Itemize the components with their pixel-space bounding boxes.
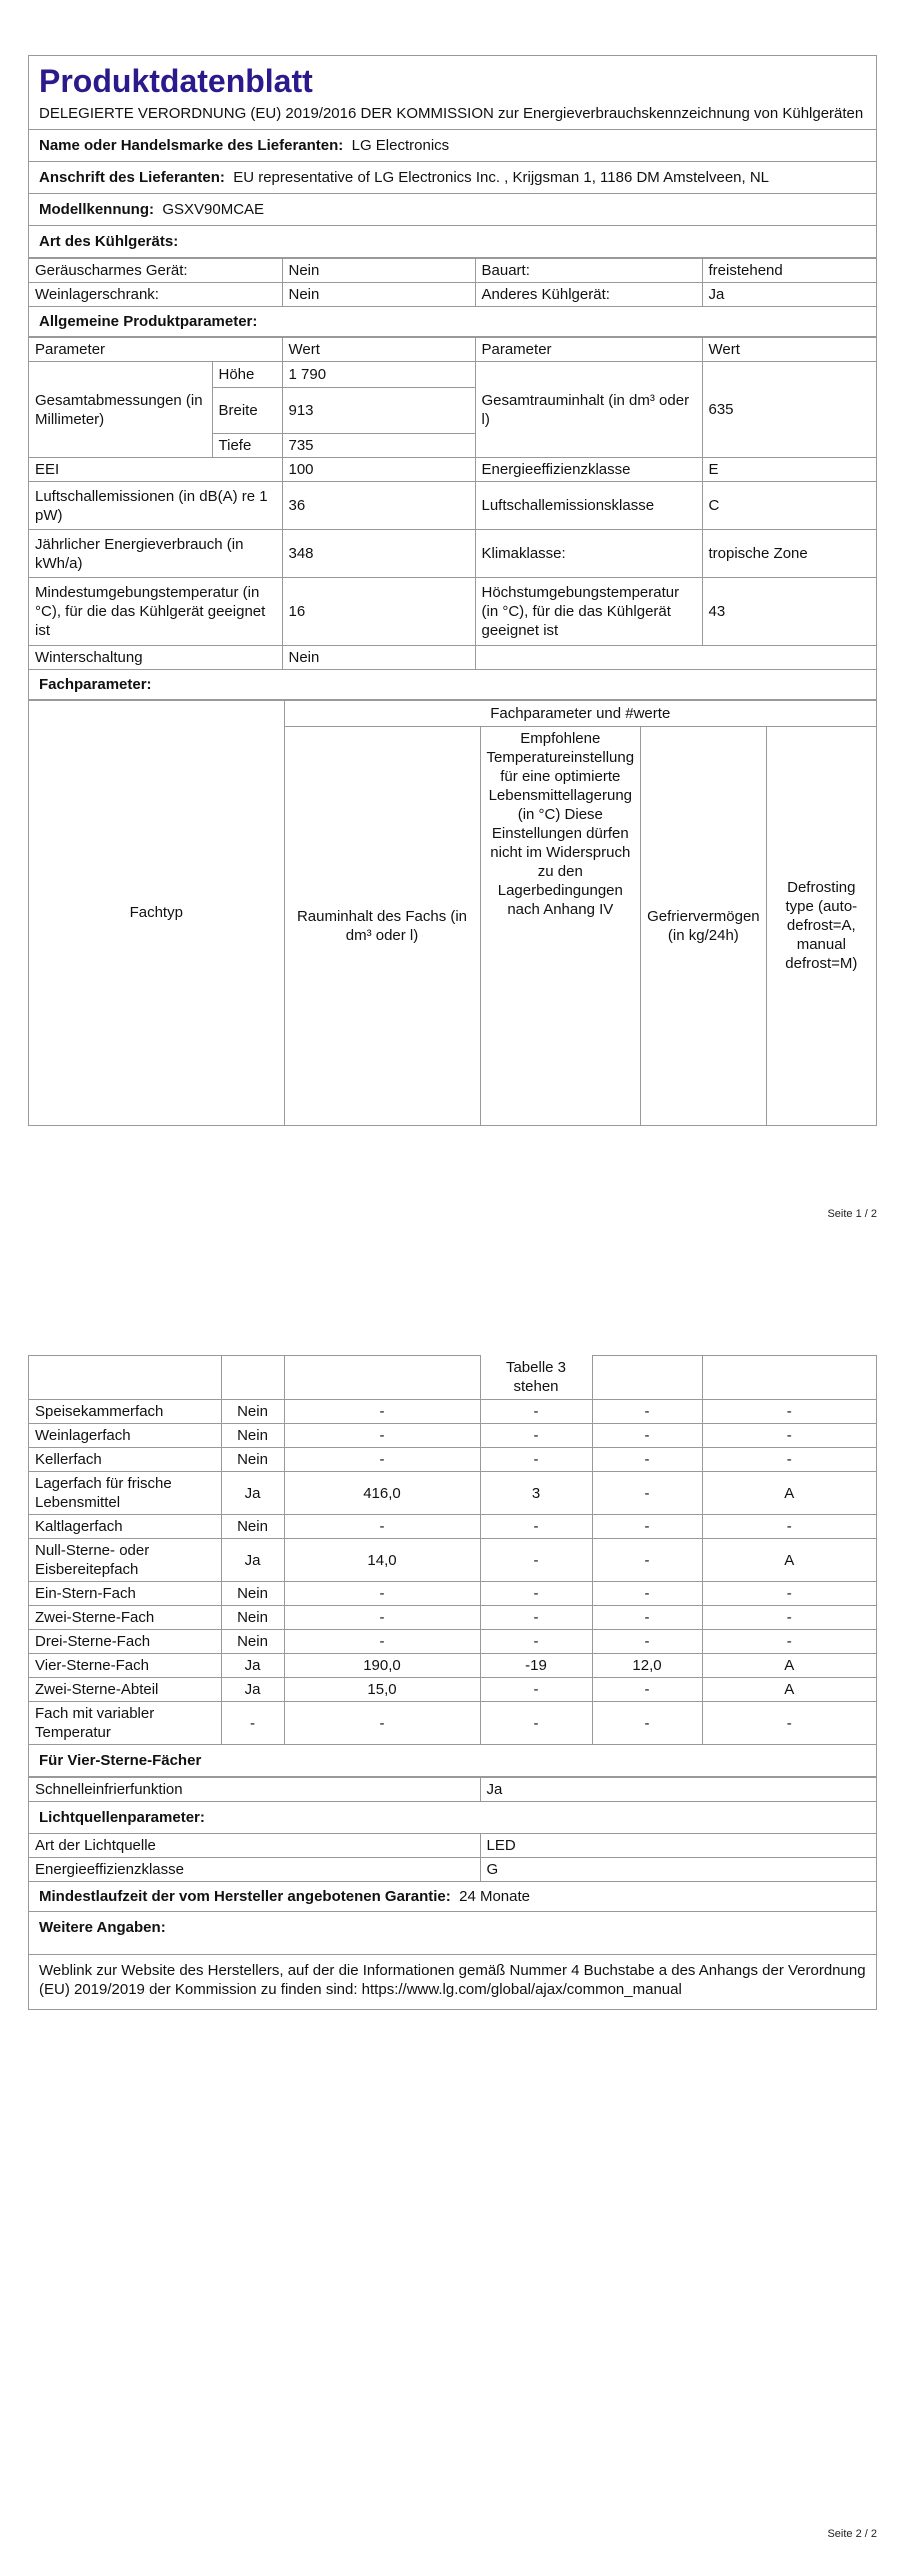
model-row — [29, 194, 876, 226]
compartment-freeze: - — [592, 1448, 702, 1472]
value-header-2: Wert — [702, 338, 876, 362]
width-value: 913 — [282, 388, 475, 434]
compartment-defrost: A — [702, 1472, 876, 1515]
compartment-volume: 15,0 — [284, 1678, 480, 1702]
volume-label: Gesamtrauminhalt (in dm³ oder l) — [475, 362, 702, 458]
compartment-temp: - — [480, 1702, 592, 1745]
other-label: Anderes Kühlgerät: — [475, 283, 702, 307]
compartment-name: Drei-Sterne-Fach — [29, 1630, 221, 1654]
compartment-name: Null-Sterne- oder Eisbereitерfach — [29, 1539, 221, 1582]
address-row — [29, 162, 876, 194]
compartment-volume: 416,0 — [284, 1472, 480, 1515]
compartment-header-table — [29, 700, 876, 1125]
depth-value: 735 — [282, 434, 475, 458]
compartment-volume: - — [284, 1630, 480, 1654]
quickfreeze-table — [29, 1777, 876, 2009]
table-row — [29, 1400, 876, 1424]
compartment-freeze: - — [592, 1400, 702, 1424]
compartment-name: Kaltlagerfach — [29, 1515, 221, 1539]
page-1 — [0, 0, 905, 1240]
compartment-temp: 3 — [480, 1472, 592, 1515]
table-row — [29, 578, 876, 646]
kind-row — [29, 226, 876, 258]
table-row — [29, 1678, 876, 1702]
compartment-freeze: 12,0 — [592, 1654, 702, 1678]
model-value: GSXV90MCAE — [162, 201, 265, 218]
compartment-name: Lagerfach für frische Lebensmittel — [29, 1472, 221, 1515]
table-row — [29, 1356, 876, 1400]
compartment-freeze: - — [592, 1472, 702, 1515]
maxtemp-value: 43 — [702, 578, 876, 646]
compartment-present: Ja — [221, 1472, 284, 1515]
compartment-temp: - — [480, 1630, 592, 1654]
param-header-2: Parameter — [475, 338, 702, 362]
type-value: freistehend — [702, 259, 876, 283]
compartment-name: Speisekammerfach — [29, 1400, 221, 1424]
table-row — [29, 482, 876, 530]
table-row — [29, 1802, 876, 1834]
compartment-name: Vier-Sterne-Fach — [29, 1654, 221, 1678]
table-row — [29, 1424, 876, 1448]
page-title: Produktdatenblatt — [39, 63, 313, 99]
warranty-value: 24 Monate — [459, 1888, 530, 1905]
table-row — [29, 1539, 876, 1582]
compartment-freeze: - — [592, 1702, 702, 1745]
compartment-volume: 14,0 — [284, 1539, 480, 1582]
mintemp-label: Mindestumgebungstemperatur (in °C), für die das Kühlgerät geeignet ist — [29, 578, 282, 646]
fachtyp-header: Fachtyp — [29, 701, 284, 1125]
compartment-table — [29, 1355, 876, 1777]
table-row — [29, 1630, 876, 1654]
table-row — [29, 1702, 876, 1745]
table-row — [29, 701, 876, 727]
table-row — [29, 1654, 876, 1678]
table-row — [29, 530, 876, 578]
address-label: Anschrift des Lieferanten: — [39, 169, 225, 186]
lighttype-value: LED — [480, 1834, 876, 1858]
page-number: Seite 1 / 2 — [827, 1208, 877, 1220]
table-row — [29, 259, 876, 283]
noiseclass-value: C — [702, 482, 876, 530]
table-row — [29, 1582, 876, 1606]
quiet-label: Geräuscharmes Gerät: — [29, 259, 282, 283]
compartment-present: Ja — [221, 1678, 284, 1702]
compartment-name: Weinlagerfach — [29, 1424, 221, 1448]
compartment-freeze: - — [592, 1678, 702, 1702]
compartment-defrost: - — [702, 1702, 876, 1745]
compartment-temp: - — [480, 1515, 592, 1539]
four-star-label: Für Vier-Sterne-Fächer — [29, 1745, 876, 1777]
table-row — [29, 338, 876, 362]
compartment-temp: - — [480, 1539, 592, 1582]
compartment-temp: - — [480, 1582, 592, 1606]
page-2 — [0, 1280, 905, 2560]
warranty-label: Mindestlaufzeit der vom Hersteller angebotenen Garantie: — [39, 1888, 451, 1905]
compartment-present: Nein — [221, 1515, 284, 1539]
compartment-defrost: - — [702, 1448, 876, 1472]
table-row — [29, 670, 876, 700]
maxtemp-label: Höchstumgebungstemperatur (in °C), für die das Kühlgerät geeignet ist — [475, 578, 702, 646]
height-label: Höhe — [212, 362, 282, 388]
table-row — [29, 1472, 876, 1515]
compartment-temp: - — [480, 1678, 592, 1702]
more-text: Weblink zur Website des Herstellers, auf der die Informationen gemäß Nummer 4 Buchstabe a des Anhangs der Verordnung (EU) 2019/2019 der Kommission zu finden sind: https://www.lg.com/global/ajax/common_manual — [29, 1955, 876, 2010]
noiseclass-label: Luftschallemissionsklasse — [475, 482, 702, 530]
table-row — [29, 1448, 876, 1472]
compartment-freeze: - — [592, 1606, 702, 1630]
compartment-defrost: A — [702, 1678, 876, 1702]
compartment-volume: - — [284, 1515, 480, 1539]
compartment-present: - — [221, 1702, 284, 1745]
mintemp-value: 16 — [282, 578, 475, 646]
height-value: 1 790 — [282, 362, 475, 388]
fach-values-header: Fachparameter und #werte — [284, 701, 876, 727]
model-label: Modellkennung: — [39, 201, 154, 218]
compartment-present: Nein — [221, 1630, 284, 1654]
compartment-defrost: - — [702, 1582, 876, 1606]
supplier-label: Name oder Handelsmarke des Lieferanten: — [39, 137, 344, 154]
compartment-name: Fach mit variabler Temperatur — [29, 1702, 221, 1745]
other-value: Ja — [702, 283, 876, 307]
depth-label: Tiefe — [212, 434, 282, 458]
compartment-volume: - — [284, 1582, 480, 1606]
col-temp-cont: Tabelle 3 stehen — [480, 1356, 592, 1400]
table-row — [29, 1606, 876, 1630]
compartment-present: Nein — [221, 1448, 284, 1472]
table-row — [29, 1882, 876, 1912]
climate-value: tropische Zone — [702, 530, 876, 578]
page-number-2: Seite 2 / 2 — [827, 2528, 877, 2540]
wine-value: Nein — [282, 283, 475, 307]
table-row — [29, 1745, 876, 1777]
table-row — [29, 307, 876, 337]
kind-label: Art des Kühlgeräts: — [39, 233, 179, 250]
compartment-defrost: - — [702, 1630, 876, 1654]
quickfreeze-label: Schnelleinfrierfunktion — [29, 1778, 480, 1802]
compartment-present: Nein — [221, 1606, 284, 1630]
quickfreeze-value: Ja — [480, 1778, 876, 1802]
table-row — [29, 1955, 876, 2010]
noise-label: Luftschallemissionen (in dB(A) re 1 pW) — [29, 482, 282, 530]
compartment-defrost: A — [702, 1539, 876, 1582]
eei-label: EEI — [29, 458, 282, 482]
supplier-row — [29, 130, 876, 162]
col-defrost-header: Defrosting type (auto-defrost=A, manual defrost=M) — [766, 727, 876, 1125]
compartment-temp: - — [480, 1606, 592, 1630]
volume-value: 635 — [702, 362, 876, 458]
compartment-temp: - — [480, 1424, 592, 1448]
compartment-name: Kellerfach — [29, 1448, 221, 1472]
climate-label: Klimaklasse: — [475, 530, 702, 578]
compartment-present: Nein — [221, 1582, 284, 1606]
param-header: Parameter — [29, 338, 282, 362]
table-row — [29, 1858, 876, 1882]
compartment-volume: - — [284, 1400, 480, 1424]
compartment-present: Ja — [221, 1539, 284, 1582]
compartment-defrost: - — [702, 1515, 876, 1539]
value-header: Wert — [282, 338, 475, 362]
winter-value: Nein — [282, 646, 475, 670]
general-table — [29, 337, 876, 700]
lightclass-label: Energieeffizienzklasse — [29, 1858, 480, 1882]
compartment-freeze: - — [592, 1515, 702, 1539]
compartment-volume: - — [284, 1702, 480, 1745]
more-label: Weitere Angaben: — [29, 1912, 876, 1955]
compartment-temp: - — [480, 1400, 592, 1424]
compart-label: Fachparameter: — [29, 670, 876, 700]
compartment-defrost: A — [702, 1654, 876, 1678]
compartment-freeze: - — [592, 1630, 702, 1654]
table-row — [29, 283, 876, 307]
dims-label: Gesamtabmessungen (in Millimeter) — [29, 362, 212, 458]
light-label: Lichtquellenparameter: — [29, 1802, 876, 1834]
kind-table — [29, 258, 876, 337]
winter-label: Winterschaltung — [29, 646, 282, 670]
compartment-present: Nein — [221, 1424, 284, 1448]
datasheet-frame — [28, 55, 877, 1126]
supplier-value: LG Electronics — [351, 137, 450, 154]
eclass-label: Energieeffizienzklasse — [475, 458, 702, 482]
wine-label: Weinlagerschrank: — [29, 283, 282, 307]
compartment-volume: 190,0 — [284, 1654, 480, 1678]
lighttype-label: Art der Lichtquelle — [29, 1834, 480, 1858]
type-label: Bauart: — [475, 259, 702, 283]
table-row — [29, 362, 876, 388]
table-row — [29, 458, 876, 482]
lightclass-value: G — [480, 1858, 876, 1882]
compartment-name: Zwei-Sterne-Abteil — [29, 1678, 221, 1702]
table-row — [29, 646, 876, 670]
regulation-intro: DELEGIERTE VERORDNUNG (EU) 2019/2016 DER KOMMISSION zur Energieverbrauchskennzeichnung von Kühlgeräten — [29, 100, 876, 130]
compartment-defrost: - — [702, 1400, 876, 1424]
energy-value: 348 — [282, 530, 475, 578]
datasheet-frame-2 — [28, 1355, 877, 2010]
table-row — [29, 1515, 876, 1539]
compartment-name: Zwei-Sterne-Fach — [29, 1606, 221, 1630]
col-volume-header: Rauminhalt des Fachs (in dm³ oder l) — [284, 727, 480, 1125]
compartment-temp: -19 — [480, 1654, 592, 1678]
table-row — [29, 1778, 876, 1802]
eei-value: 100 — [282, 458, 475, 482]
width-label: Breite — [212, 388, 282, 434]
general-label: Allgemeine Produktparameter: — [29, 307, 876, 337]
energy-label: Jährlicher Energieverbrauch (in kWh/a) — [29, 530, 282, 578]
col-temp-header: Empfohlene Temperatureinstellung für eine optimierte Lebensmittellagerung (in °C) Diese Einstellungen dürfen nicht im Widerspruch zu den Lagerbedingungen nach Anhang IV — [480, 727, 641, 1125]
address-value: EU representative of LG Electronics Inc. , Krijgsman 1, 1186 DM Amstelveen, NL — [233, 169, 770, 186]
table-row — [29, 1912, 876, 1955]
compartment-freeze: - — [592, 1582, 702, 1606]
compartment-freeze: - — [592, 1539, 702, 1582]
compartment-volume: - — [284, 1606, 480, 1630]
quiet-value: Nein — [282, 259, 475, 283]
compartment-defrost: - — [702, 1424, 876, 1448]
compartment-present: Nein — [221, 1400, 284, 1424]
col-freeze-header: Gefriervermögen (in kg/24h) — [641, 727, 767, 1125]
compartment-volume: - — [284, 1448, 480, 1472]
noise-value: 36 — [282, 482, 475, 530]
compartment-present: Ja — [221, 1654, 284, 1678]
compartment-volume: - — [284, 1424, 480, 1448]
compartment-name: Ein-Stern-Fach — [29, 1582, 221, 1606]
table-row — [29, 1834, 876, 1858]
compartment-freeze: - — [592, 1424, 702, 1448]
eclass-value: E — [702, 458, 876, 482]
compartment-temp: - — [480, 1448, 592, 1472]
compartment-defrost: - — [702, 1606, 876, 1630]
